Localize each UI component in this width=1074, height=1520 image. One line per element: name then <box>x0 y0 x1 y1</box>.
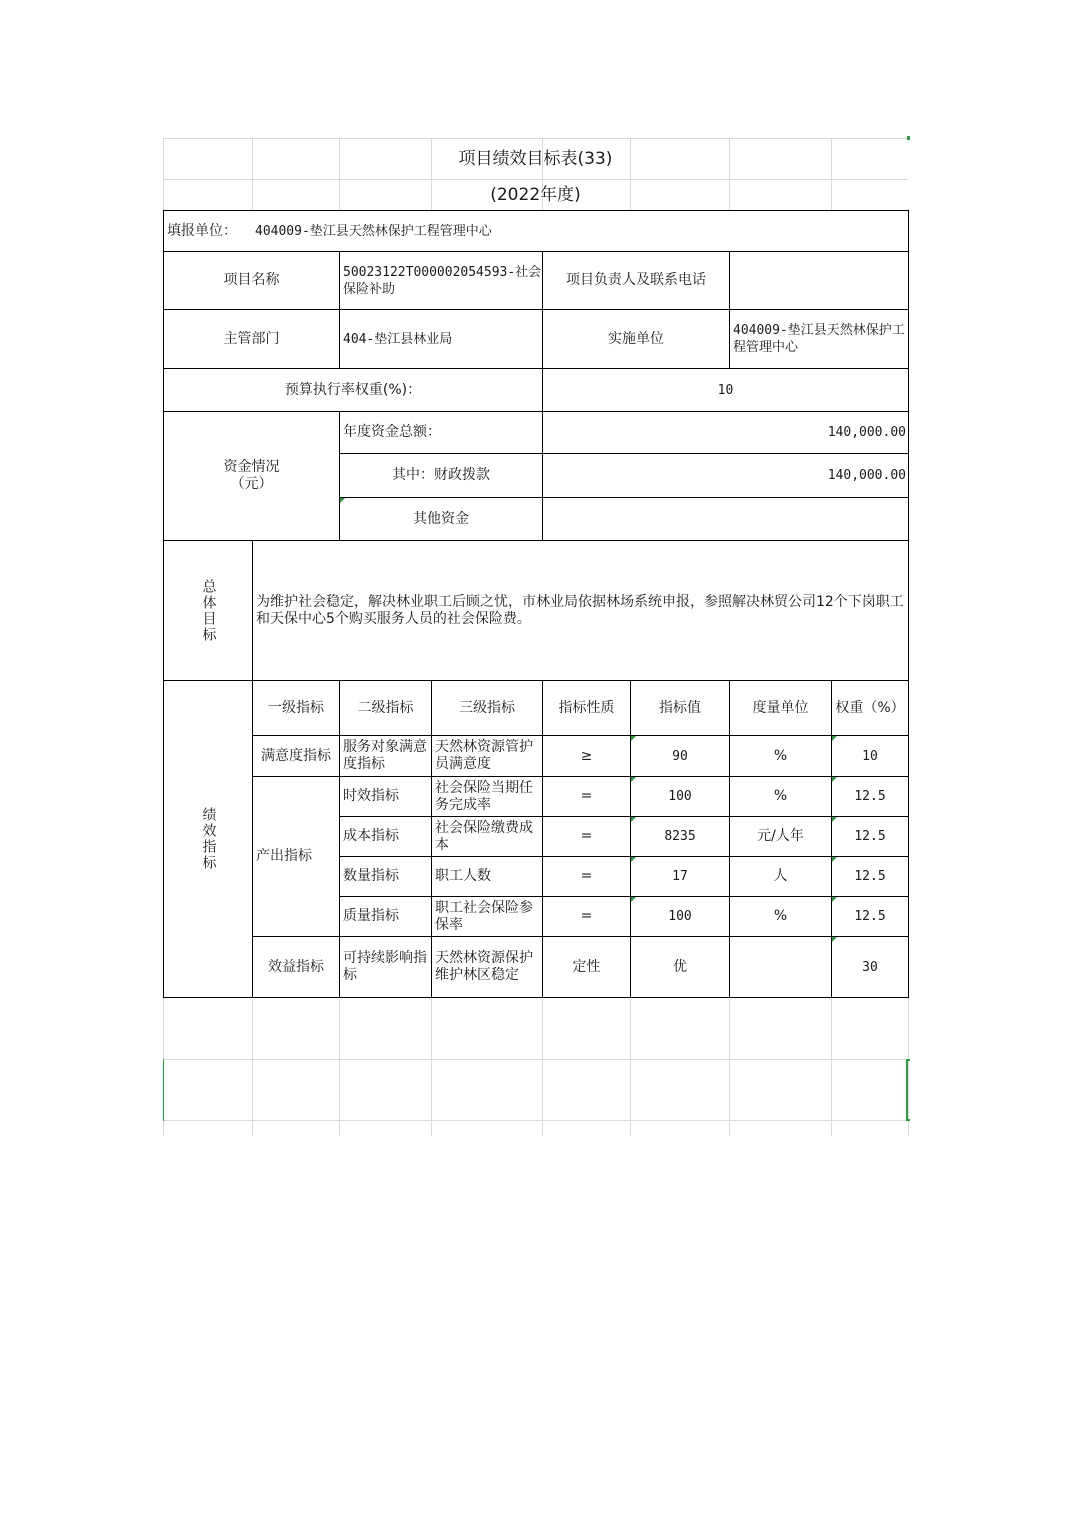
header-unit: 度量单位 <box>752 699 809 716</box>
row2-value[interactable]: 8235 <box>664 829 696 844</box>
row1-value[interactable]: 100 <box>668 789 692 804</box>
dept-label: 主管部门 <box>223 330 280 347</box>
row2-level3[interactable]: 社会保险缴费成本 <box>435 819 533 853</box>
row0-value[interactable]: 90 <box>672 748 688 764</box>
funds-fiscal-label: 其中：财政拨款 <box>392 467 490 483</box>
goal-text[interactable]: 为维护社会稳定，解决林业职工后顾之忧，市林业局依据林场系统申报，参照解决林贸公司12个下岗职工和天保中心5个购买服务人员的社会保险费。 <box>256 593 904 627</box>
budget-rate-value[interactable]: 10 <box>717 382 734 398</box>
row5-weight[interactable]: 30 <box>862 959 878 975</box>
level1-benefit[interactable]: 效益指标 <box>268 958 324 975</box>
row2-unit[interactable]: 元/人年 <box>757 828 804 844</box>
row4-nature[interactable]: = <box>580 908 593 924</box>
header-level2: 二级指标 <box>357 699 414 716</box>
budget-rate-label: 预算执行率权重(%)： <box>284 381 422 398</box>
indicators-label: 绩效指标 <box>200 807 217 871</box>
row4-value[interactable]: 100 <box>668 909 692 924</box>
header-value: 指标值 <box>659 699 701 716</box>
row1-weight[interactable]: 12.5 <box>854 789 886 804</box>
row5-nature[interactable]: 定性 <box>572 958 601 975</box>
row1-unit[interactable]: % <box>773 788 788 804</box>
impl-label: 实施单位 <box>608 330 664 347</box>
funds-other-value[interactable] <box>543 498 908 540</box>
dept-value[interactable]: 404-垫江县林业局 <box>343 331 453 347</box>
project-name-label: 项目名称 <box>223 272 280 288</box>
row3-level3[interactable]: 职工人数 <box>435 868 491 884</box>
row5-value[interactable]: 优 <box>673 958 687 975</box>
row0-nature[interactable]: ≥ <box>580 747 593 764</box>
header-level1: 一级指标 <box>268 699 324 716</box>
goal-label-cell <box>164 541 252 680</box>
project-leader-value[interactable] <box>730 252 908 309</box>
funds-total-label: 年度资金总额： <box>343 424 441 440</box>
impl-value[interactable]: 404009-垫江县天然林保护工程管理中心 <box>733 323 905 355</box>
header-weight: 权重（%） <box>835 699 905 716</box>
level1-satisfaction[interactable]: 满意度指标 <box>261 747 331 764</box>
row0-level3[interactable]: 天然林资源管护员满意度 <box>435 739 533 772</box>
row3-level2[interactable]: 数量指标 <box>343 868 399 884</box>
row1-nature[interactable]: = <box>580 788 593 804</box>
row4-weight[interactable]: 12.5 <box>854 909 886 924</box>
row4-unit[interactable]: % <box>773 908 788 924</box>
row5-level2[interactable]: 可持续影响指标 <box>343 950 427 983</box>
header-nature: 指标性质 <box>558 699 615 716</box>
row4-level3[interactable]: 职工社会保险参保率 <box>435 899 533 933</box>
row3-nature[interactable]: = <box>580 868 593 884</box>
project-name-value[interactable]: 50023122T000002054593-社会保险补助 <box>343 264 542 297</box>
indicators-label-cell <box>164 681 252 997</box>
project-leader-label: 项目负责人及联系电话 <box>566 272 706 288</box>
row3-value[interactable]: 17 <box>672 869 688 884</box>
row2-weight[interactable]: 12.5 <box>854 829 886 844</box>
row3-unit[interactable]: 人 <box>773 868 788 884</box>
unit-label: 填报单位： <box>167 222 237 239</box>
row5-unit[interactable] <box>730 937 831 997</box>
row2-nature[interactable]: = <box>580 828 593 844</box>
funds-total-value[interactable]: 140,000.00 <box>827 425 906 440</box>
unit-value[interactable]: 404009-垫江县天然林保护工程管理中心 <box>255 223 492 239</box>
level1-output[interactable]: 产出指标 <box>256 848 312 864</box>
sheet-title: 项目绩效目标表(33) <box>458 148 613 169</box>
selected-cell-edge[interactable] <box>906 1059 910 1121</box>
funds-other-label: 其他资金 <box>413 510 469 527</box>
funds-label: 资金情况 （元） <box>223 459 280 492</box>
row0-level2[interactable]: 服务对象满意度指标 <box>343 739 427 772</box>
funds-fiscal-value[interactable]: 140,000.00 <box>827 468 906 483</box>
sheet-year: (2022年度) <box>490 184 581 205</box>
row2-level2[interactable]: 成本指标 <box>343 828 399 844</box>
goal-label: 总体目标 <box>200 578 217 643</box>
row1-level3[interactable]: 社会保险当期任务完成率 <box>435 779 533 813</box>
header-level3: 三级指标 <box>459 699 515 716</box>
row0-weight[interactable]: 10 <box>862 748 878 764</box>
row1-level2[interactable]: 时效指标 <box>343 788 399 804</box>
row5-level3[interactable]: 天然林资源保护维护林区稳定 <box>435 950 533 983</box>
row0-unit[interactable]: % <box>773 747 788 764</box>
row3-weight[interactable]: 12.5 <box>854 869 886 884</box>
row4-level2[interactable]: 质量指标 <box>343 908 399 924</box>
